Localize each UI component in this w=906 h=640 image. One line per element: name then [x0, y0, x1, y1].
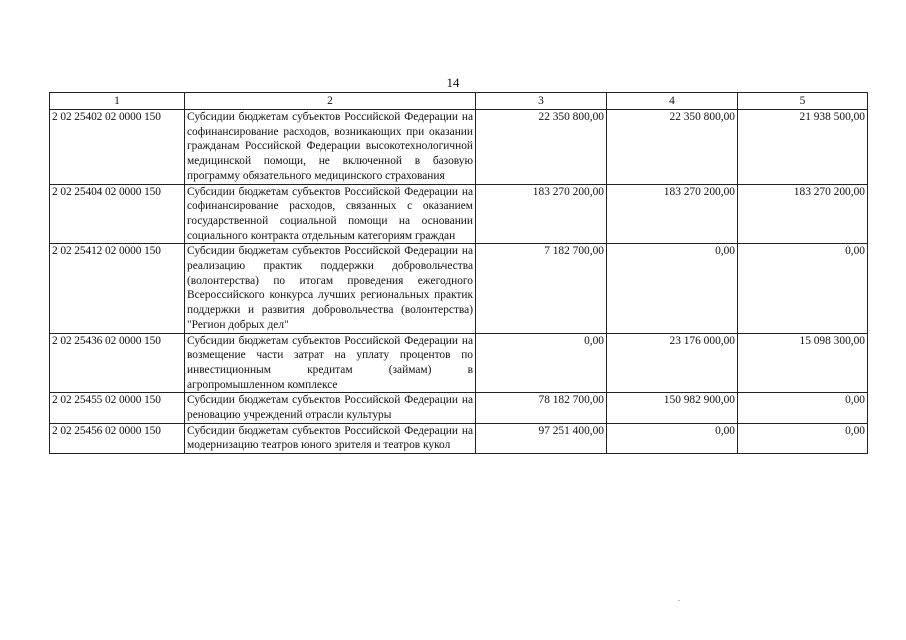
- row-amount-col4: 0,00: [607, 244, 738, 333]
- header-col-1: 1: [50, 93, 185, 110]
- row-amount-col5: 0,00: [738, 393, 868, 423]
- table-body: [50, 110, 868, 454]
- header-col-4: 4: [607, 93, 738, 110]
- row-description: Субсидии бюджетам субъектов Российской Федерации на возмещение части затрат на уплату процентов по инвестиционным кредитам (займам) в агропромышленном комплексе: [185, 333, 476, 393]
- row-description: Субсидии бюджетам субъектов Российской Федерации на реновацию учреждений отрасли культуры: [185, 393, 476, 423]
- row-code: 2 02 25412 02 0000 150: [50, 244, 185, 333]
- row-amount-col5: 0,00: [738, 244, 868, 333]
- row-description: Субсидии бюджетам субъектов Российской Федерации на модернизацию театров юного зрителя и театров кукол: [185, 423, 476, 453]
- row-amount-col3: 0,00: [476, 333, 607, 393]
- row-amount-col4: 0,00: [607, 423, 738, 453]
- row-description: Субсидии бюджетам субъектов Российской Федерации на реализацию практик поддержки добровольчества (волонтерства) по итогам проведения ежегодного Всероссийского конкурса лучших региональных практик поддержки и развития добровольчества (волонтерства) "Регион добрых дел": [185, 244, 476, 333]
- row-amount-col4: 150 982 900,00: [607, 393, 738, 423]
- header-col-2: 2: [185, 93, 476, 110]
- header-col-5: 5: [738, 93, 868, 110]
- row-amount-col5: 21 938 500,00: [738, 110, 868, 185]
- header-col-3: 3: [476, 93, 607, 110]
- row-description: Субсидии бюджетам субъектов Российской Федерации на софинансирование расходов, возникающих при оказании гражданам Российской Федерации высокотехнологичной медицинской помощи, не включенной в базовую программу обязательного медицинского страхования: [185, 110, 476, 185]
- row-amount-col5: 183 270 200,00: [738, 184, 868, 244]
- row-code: 2 02 25456 02 0000 150: [50, 423, 185, 453]
- row-code: 2 02 25402 02 0000 150: [50, 110, 185, 185]
- header-row: [50, 93, 868, 110]
- table-row: [50, 393, 868, 423]
- row-amount-col5: 0,00: [738, 423, 868, 453]
- table-row: [50, 184, 868, 244]
- row-code: 2 02 25455 02 0000 150: [50, 393, 185, 423]
- row-amount-col3: 22 350 800,00: [476, 110, 607, 185]
- row-amount-col4: 183 270 200,00: [607, 184, 738, 244]
- row-amount-col4: 22 350 800,00: [607, 110, 738, 185]
- budget-table: [49, 92, 868, 454]
- row-amount-col3: 7 182 700,00: [476, 244, 607, 333]
- row-amount-col4: 23 176 000,00: [607, 333, 738, 393]
- scan-speck: [678, 600, 680, 601]
- row-description: Субсидии бюджетам субъектов Российской Федерации на софинансирование расходов, связанных с оказанием государственной социальной помощи на основании социального контракта отдельным категориям граждан: [185, 184, 476, 244]
- row-code: 2 02 25404 02 0000 150: [50, 184, 185, 244]
- table-row: [50, 244, 868, 333]
- row-amount-col5: 15 098 300,00: [738, 333, 868, 393]
- row-code: 2 02 25436 02 0000 150: [50, 333, 185, 393]
- row-amount-col3: 183 270 200,00: [476, 184, 607, 244]
- table-header: [50, 93, 868, 110]
- table-row: [50, 333, 868, 393]
- page-number: 14: [446, 75, 460, 90]
- row-amount-col3: 97 251 400,00: [476, 423, 607, 453]
- table-row: [50, 110, 868, 185]
- table-row: [50, 423, 868, 453]
- row-amount-col3: 78 182 700,00: [476, 393, 607, 423]
